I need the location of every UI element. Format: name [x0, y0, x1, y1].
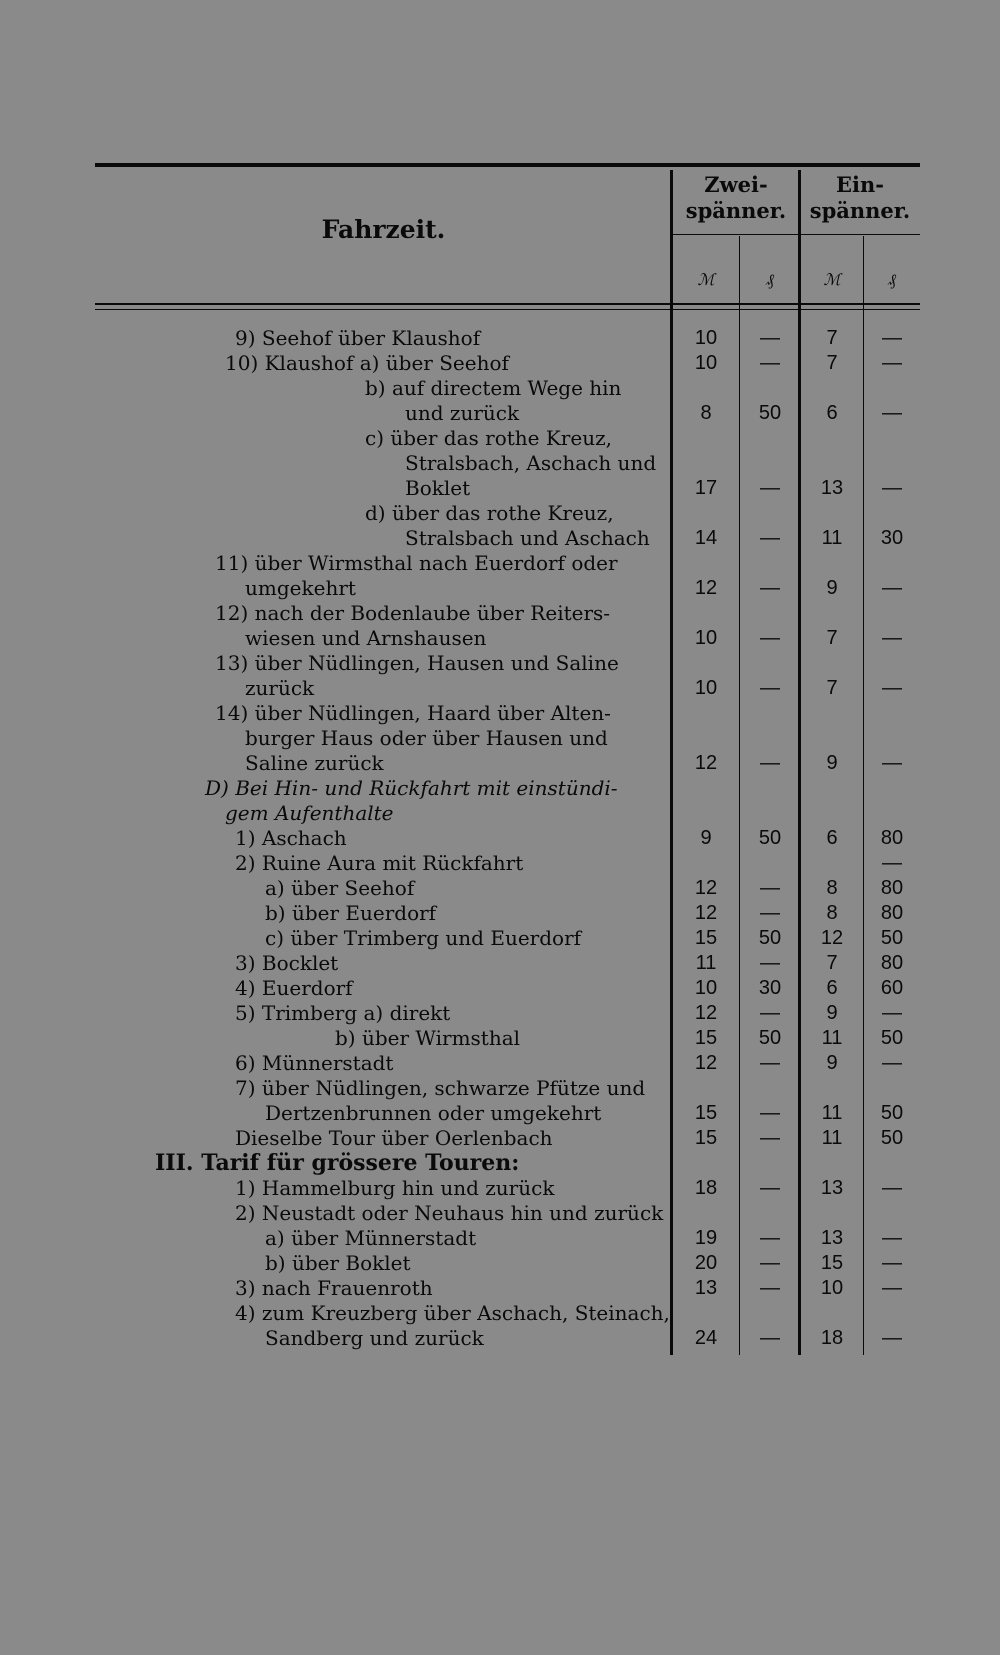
cell-ein-mark: 11 [821, 1027, 843, 1049]
table-row [0, 926, 1000, 951]
header-rule-thin [95, 309, 920, 310]
table-row [0, 351, 1000, 376]
table-row [0, 976, 1000, 1001]
table-row [0, 726, 1000, 751]
cell-zwei-pf: — [760, 627, 780, 649]
cell-ein-pf: — [882, 1002, 902, 1024]
header-rule [95, 303, 920, 305]
table-row [0, 1176, 1000, 1201]
top-rule [95, 163, 920, 167]
cell-zwei-mark: 9 [700, 827, 712, 849]
cell-ein-pf: 50 [880, 1127, 904, 1149]
table-row [0, 1076, 1000, 1101]
cell-zwei-pf: — [760, 1252, 780, 1274]
cell-ein-mark: 10 [820, 1277, 844, 1299]
cell-ein-pf: — [882, 352, 902, 374]
cell-ein-mark: 13 [820, 1227, 844, 1249]
cell-zwei-mark: 12 [694, 902, 718, 924]
row-description: 3) nach Frauenroth [235, 1276, 433, 1300]
cell-zwei-mark: 12 [694, 1052, 718, 1074]
cell-ein-pf: — [882, 1052, 902, 1074]
cell-zwei-pf: — [760, 1277, 780, 1299]
table-row [0, 376, 1000, 401]
row-description: 5) Trimberg a) direkt [235, 1001, 451, 1025]
table-row [0, 851, 1000, 876]
cell-ein-mark: 7 [826, 627, 838, 649]
cell-ein-mark: 9 [826, 752, 838, 774]
group-header-line: Zwei- [704, 172, 768, 197]
table-row [0, 1226, 1000, 1251]
cell-zwei-pf: — [760, 1127, 780, 1149]
cell-zwei-mark: 11 [695, 952, 717, 974]
row-description: 11) über Wirmsthal nach Euerdorf oder [215, 551, 618, 575]
table-row [0, 1126, 1000, 1151]
row-description: und zurück [405, 401, 520, 425]
row-description: burger Haus oder über Hausen und [245, 726, 608, 750]
cell-zwei-mark: 10 [694, 977, 718, 999]
cell-zwei-pf: — [760, 952, 780, 974]
cell-zwei-pf: — [760, 352, 780, 374]
cell-zwei-mark: 24 [694, 1327, 718, 1349]
row-description: a) über Seehof [265, 876, 415, 900]
row-description: 2) Neustadt oder Neuhaus hin und zurück [235, 1201, 664, 1225]
cell-zwei-mark: 12 [694, 877, 718, 899]
cell-zwei-mark: 15 [694, 1127, 718, 1149]
row-description: b) über Euerdorf [265, 901, 437, 925]
row-description: b) über Wirmsthal [335, 1026, 521, 1050]
cell-zwei-mark: 15 [694, 927, 718, 949]
cell-ein-pf: 50 [880, 1027, 904, 1049]
cell-ein-pf: — [882, 1277, 902, 1299]
row-description: Dertzenbrunnen oder umgekehrt [265, 1101, 602, 1125]
table-row [0, 701, 1000, 726]
cell-ein-mark: 7 [826, 677, 838, 699]
cell-zwei-mark: 15 [694, 1102, 718, 1124]
cell-ein-pf: — [882, 627, 902, 649]
cell-zwei-pf: — [760, 752, 780, 774]
table-row [0, 676, 1000, 701]
cell-zwei-pf: — [760, 327, 780, 349]
cell-zwei-mark: 10 [694, 352, 718, 374]
cell-ein-mark: 9 [826, 1052, 838, 1074]
table-row [0, 1276, 1000, 1301]
cell-zwei-pf: 30 [758, 977, 782, 999]
cell-zwei-pf: 50 [758, 402, 782, 424]
cell-zwei-mark: 20 [694, 1252, 718, 1274]
row-description: 4) Euerdorf [235, 976, 353, 1000]
cell-ein-pf: — [882, 1227, 902, 1249]
cell-zwei-pf: — [760, 1327, 780, 1349]
table-row [0, 626, 1000, 651]
table-row [0, 1151, 1000, 1176]
table-row [0, 1051, 1000, 1076]
table-row [0, 451, 1000, 476]
cell-zwei-pf: — [760, 1052, 780, 1074]
table-row [0, 1026, 1000, 1051]
row-description: wiesen und Arnshausen [245, 626, 487, 650]
row-description: Dieselbe Tour über Oerlenbach [235, 1126, 553, 1150]
row-description: III. Tarif für grössere Touren: [155, 1150, 520, 1176]
cell-ein-pf: 80 [880, 952, 904, 974]
row-description: a) über Münnerstadt [265, 1226, 477, 1250]
cell-zwei-pf: — [760, 677, 780, 699]
cell-zwei-pf: — [760, 477, 780, 499]
cell-ein-mark: 11 [821, 527, 843, 549]
cell-zwei-mark: 12 [694, 752, 718, 774]
row-description: Stralsbach, Aschach und [405, 451, 657, 475]
cell-zwei-pf: — [760, 527, 780, 549]
cell-ein-pf: — [882, 577, 902, 599]
cell-ein-pf: — [882, 677, 902, 699]
table-row [0, 526, 1000, 551]
row-description: 1) Aschach [235, 826, 347, 850]
cell-zwei-mark: 19 [694, 1227, 718, 1249]
row-description: Stralsbach und Aschach [405, 526, 650, 550]
cell-zwei-mark: 14 [694, 527, 718, 549]
row-description: c) über das rothe Kreuz, [365, 426, 612, 450]
cell-zwei-pf: — [760, 1002, 780, 1024]
row-description: Saline zurück [245, 751, 384, 775]
row-description: 14) über Nüdlingen, Haard über Alten- [215, 701, 611, 725]
cell-ein-mark: 9 [826, 577, 838, 599]
row-description: 1) Hammelburg hin und zurück [235, 1176, 555, 1200]
table-row [0, 751, 1000, 776]
table-row [0, 1301, 1000, 1326]
cell-zwei-mark: 15 [694, 1027, 718, 1049]
cell-zwei-mark: 12 [694, 577, 718, 599]
column-title-fahrzeit: Fahrzeit. [321, 215, 446, 244]
row-description: 7) über Nüdlingen, schwarze Pfütze und [235, 1076, 646, 1100]
table-row [0, 801, 1000, 826]
cell-ein-mark: 13 [820, 1177, 844, 1199]
table-row [0, 401, 1000, 426]
cell-ein-mark: 6 [826, 402, 838, 424]
cell-zwei-pf: — [760, 1227, 780, 1249]
table-row [0, 576, 1000, 601]
row-description: 2) Ruine Aura mit Rückfahrt [235, 851, 524, 875]
table-row [0, 826, 1000, 851]
table-row [0, 1201, 1000, 1226]
table-row [0, 876, 1000, 901]
row-description: D) Bei Hin- und Rückfahrt mit einstündi- [205, 776, 618, 800]
table-row [0, 901, 1000, 926]
table-row [0, 1251, 1000, 1276]
cell-ein-mark: 18 [820, 1327, 844, 1349]
group-header-line: Ein- [836, 172, 884, 197]
cell-ein-mark: 7 [826, 352, 838, 374]
cell-zwei-mark: 13 [694, 1277, 718, 1299]
group-header-zweispaenner [672, 172, 800, 224]
cell-ein-mark: 11 [821, 1127, 843, 1149]
cell-ein-mark: 8 [826, 877, 838, 899]
table-row [0, 951, 1000, 976]
cell-ein-mark: 7 [826, 327, 838, 349]
table-row [0, 601, 1000, 626]
row-description: b) auf directem Wege hin [365, 376, 622, 400]
row-description: 6) Münnerstadt [235, 1051, 394, 1075]
table-row [0, 1101, 1000, 1126]
cell-ein-pf: — [882, 327, 902, 349]
row-description: umgekehrt [245, 576, 356, 600]
table-row [0, 426, 1000, 451]
cell-zwei-pf: 50 [758, 927, 782, 949]
cell-zwei-mark: 17 [694, 477, 718, 499]
cell-zwei-pf: 50 [758, 827, 782, 849]
cell-zwei-pf: — [760, 1177, 780, 1199]
table-row [0, 1001, 1000, 1026]
cell-ein-pf: — [882, 752, 902, 774]
cell-ein-pf: — [882, 1177, 902, 1199]
cell-ein-pf: 30 [880, 527, 904, 549]
table-row [0, 1326, 1000, 1351]
cell-ein-pf: 80 [880, 827, 904, 849]
cell-zwei-pf: — [760, 877, 780, 899]
cell-ein-pf: — [882, 852, 902, 874]
table-row [0, 326, 1000, 351]
unit-pfennig-label: ₰ [888, 270, 896, 289]
cell-zwei-pf: — [760, 1102, 780, 1124]
row-description: 12) nach der Bodenlaube über Reiters- [215, 601, 611, 625]
row-description: 3) Bocklet [235, 951, 339, 975]
cell-zwei-pf: 50 [758, 1027, 782, 1049]
cell-ein-pf: — [882, 477, 902, 499]
cell-zwei-mark: 18 [694, 1177, 718, 1199]
cell-ein-mark: 6 [826, 977, 838, 999]
table-row [0, 651, 1000, 676]
cell-ein-mark: 11 [821, 1102, 843, 1124]
row-description: zurück [245, 676, 315, 700]
row-description: Sandberg und zurück [265, 1326, 484, 1350]
group-header-line: spänner. [685, 198, 787, 223]
cell-ein-mark: 8 [826, 902, 838, 924]
cell-zwei-pf: — [760, 577, 780, 599]
cell-ein-pf: 80 [880, 902, 904, 924]
row-description: 10) Klaushof a) über Seehof [225, 351, 509, 375]
cell-ein-pf: 80 [880, 877, 904, 899]
unit-mark-label: ℳ [823, 270, 841, 289]
table-row [0, 551, 1000, 576]
cell-ein-pf: 50 [880, 927, 904, 949]
cell-ein-pf: — [882, 1252, 902, 1274]
table-row [0, 476, 1000, 501]
fare-table-body [0, 326, 1000, 1351]
cell-zwei-mark: 12 [694, 1002, 718, 1024]
cell-zwei-mark: 10 [694, 627, 718, 649]
group-header-einspaenner [800, 172, 920, 224]
cell-ein-pf: 60 [880, 977, 904, 999]
cell-ein-mark: 9 [826, 1002, 838, 1024]
cell-ein-pf: — [882, 1327, 902, 1349]
row-description: d) über das rothe Kreuz, [365, 501, 614, 525]
cell-zwei-pf: — [760, 902, 780, 924]
table-row [0, 501, 1000, 526]
cell-ein-mark: 12 [820, 927, 844, 949]
row-description: 9) Seehof über Klaushof [235, 326, 481, 350]
cell-zwei-mark: 8 [700, 402, 712, 424]
row-description: 13) über Nüdlingen, Hausen und Saline [215, 651, 619, 675]
cell-ein-mark: 7 [826, 952, 838, 974]
subheader-rule [672, 234, 920, 235]
unit-mark-label: ℳ [697, 270, 715, 289]
cell-ein-mark: 6 [826, 827, 838, 849]
group-header-line: spänner. [809, 198, 911, 223]
row-description: Boklet [405, 476, 471, 500]
row-description: c) über Trimberg und Euerdorf [265, 926, 582, 950]
row-description: 4) zum Kreuzberg über Aschach, Steinach, [235, 1301, 670, 1325]
cell-ein-mark: 13 [820, 477, 844, 499]
cell-zwei-mark: 10 [694, 677, 718, 699]
cell-ein-pf: — [882, 402, 902, 424]
unit-pfennig-label: ₰ [766, 270, 774, 289]
row-description: b) über Boklet [265, 1251, 411, 1275]
cell-ein-pf: 50 [880, 1102, 904, 1124]
table-row [0, 776, 1000, 801]
row-description: gem Aufenthalte [225, 801, 394, 825]
cell-zwei-mark: 10 [694, 327, 718, 349]
cell-ein-mark: 15 [820, 1252, 844, 1274]
